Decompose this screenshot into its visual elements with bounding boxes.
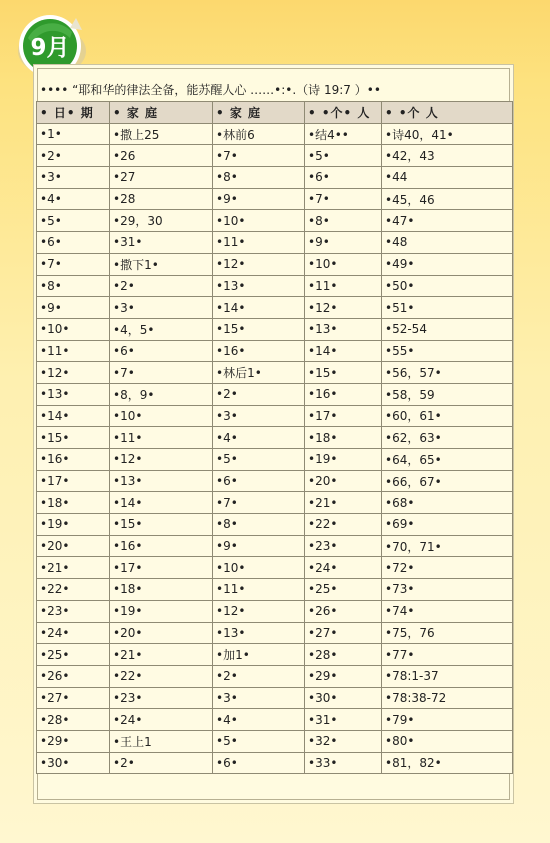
personal-reading-1-cell: •20• <box>305 470 382 492</box>
family-reading-1-cell: •3• <box>110 297 213 319</box>
family-reading-2-cell: •12• <box>213 600 305 622</box>
personal-reading-1-cell: •12• <box>305 297 382 319</box>
personal-reading-1-cell: •29• <box>305 665 382 687</box>
family-reading-1-cell: •7• <box>110 362 213 384</box>
date-cell: •24• <box>37 622 110 644</box>
table-row <box>37 470 513 492</box>
family-reading-1-cell: •29，30 <box>110 210 213 232</box>
table-row <box>37 232 513 254</box>
personal-reading-1-cell: •5• <box>305 145 382 167</box>
family-reading-1-cell: •6• <box>110 340 213 362</box>
reading-schedule-table <box>36 101 513 774</box>
personal-reading-1-cell: •23• <box>305 535 382 557</box>
family-reading-2-cell: •13• <box>213 275 305 297</box>
family-reading-2-cell: •10• <box>213 557 305 579</box>
personal-reading-1-cell: •33• <box>305 752 382 774</box>
family-reading-2-cell: •8• <box>213 514 305 536</box>
personal-reading-1-cell: •24• <box>305 557 382 579</box>
table-row <box>37 600 513 622</box>
family-reading-2-cell: •4• <box>213 427 305 449</box>
date-cell: •3• <box>37 167 110 189</box>
personal-reading-2-cell: •73• <box>382 579 513 601</box>
personal-reading-1-cell: •13• <box>305 318 382 340</box>
header-personal-1: • •个• 人 <box>305 102 382 124</box>
personal-reading-2-cell: •78:1-37 <box>382 665 513 687</box>
family-reading-2-cell: •11• <box>213 232 305 254</box>
table-row <box>37 167 513 189</box>
table-row <box>37 383 513 405</box>
family-reading-2-cell: •林后1• <box>213 362 305 384</box>
date-cell: •10• <box>37 318 110 340</box>
family-reading-1-cell: •4，5• <box>110 318 213 340</box>
family-reading-1-cell: •12• <box>110 449 213 471</box>
date-cell: •15• <box>37 427 110 449</box>
table-row <box>37 362 513 384</box>
table-row <box>37 514 513 536</box>
personal-reading-1-cell: •26• <box>305 600 382 622</box>
personal-reading-1-cell: •10• <box>305 253 382 275</box>
personal-reading-1-cell: •27• <box>305 622 382 644</box>
personal-reading-2-cell: •69• <box>382 514 513 536</box>
date-cell: •8• <box>37 275 110 297</box>
personal-reading-1-cell: •32• <box>305 730 382 752</box>
family-reading-2-cell: •16• <box>213 340 305 362</box>
date-cell: •18• <box>37 492 110 514</box>
date-cell: •28• <box>37 709 110 731</box>
date-cell: •9• <box>37 297 110 319</box>
family-reading-2-cell: •9• <box>213 535 305 557</box>
personal-reading-2-cell: •64，65• <box>382 449 513 471</box>
personal-reading-1-cell: •30• <box>305 687 382 709</box>
personal-reading-2-cell: •72• <box>382 557 513 579</box>
personal-reading-2-cell: •58，59 <box>382 383 513 405</box>
personal-reading-1-cell: •9• <box>305 232 382 254</box>
date-cell: •6• <box>37 232 110 254</box>
personal-reading-2-cell: •诗40，41• <box>382 123 513 145</box>
personal-reading-1-cell: •18• <box>305 427 382 449</box>
personal-reading-1-cell: •17• <box>305 405 382 427</box>
date-cell: •7• <box>37 253 110 275</box>
personal-reading-2-cell: •52-54 <box>382 318 513 340</box>
table-row <box>37 318 513 340</box>
personal-reading-2-cell: •44 <box>382 167 513 189</box>
date-cell: •14• <box>37 405 110 427</box>
table-row <box>37 622 513 644</box>
table-row <box>37 145 513 167</box>
family-reading-1-cell: •14• <box>110 492 213 514</box>
family-reading-2-cell: •3• <box>213 405 305 427</box>
family-reading-2-cell: •4• <box>213 709 305 731</box>
personal-reading-2-cell: •75，76 <box>382 622 513 644</box>
personal-reading-2-cell: •74• <box>382 600 513 622</box>
family-reading-2-cell: •12• <box>213 253 305 275</box>
family-reading-1-cell: •撒上25 <box>110 123 213 145</box>
personal-reading-2-cell: •47• <box>382 210 513 232</box>
family-reading-1-cell: •10• <box>110 405 213 427</box>
family-reading-1-cell: •31• <box>110 232 213 254</box>
personal-reading-1-cell: •14• <box>305 340 382 362</box>
table-row <box>37 449 513 471</box>
header-date: • 日• 期 <box>37 102 110 124</box>
date-cell: •25• <box>37 644 110 666</box>
table-row <box>37 188 513 210</box>
personal-reading-1-cell: •7• <box>305 188 382 210</box>
family-reading-1-cell: •16• <box>110 535 213 557</box>
table-row <box>37 405 513 427</box>
date-cell: •27• <box>37 687 110 709</box>
family-reading-2-cell: •15• <box>213 318 305 340</box>
family-reading-2-cell: •7• <box>213 145 305 167</box>
date-cell: •29• <box>37 730 110 752</box>
table-row <box>37 253 513 275</box>
personal-reading-2-cell: •81，82• <box>382 752 513 774</box>
table-row <box>37 687 513 709</box>
date-cell: •17• <box>37 470 110 492</box>
family-reading-1-cell: •22• <box>110 665 213 687</box>
personal-reading-1-cell: •结4•• <box>305 123 382 145</box>
family-reading-2-cell: •5• <box>213 449 305 471</box>
family-reading-1-cell: •24• <box>110 709 213 731</box>
verse-line: •••• “耶和华的律法全备，能苏醒人心 ……•:•.（诗 19:7 ）•• <box>40 83 381 97</box>
table-row <box>37 427 513 449</box>
personal-reading-2-cell: •80• <box>382 730 513 752</box>
date-cell: •2• <box>37 145 110 167</box>
family-reading-2-cell: •9• <box>213 188 305 210</box>
personal-reading-2-cell: •60，61• <box>382 405 513 427</box>
date-cell: •11• <box>37 340 110 362</box>
personal-reading-1-cell: •11• <box>305 275 382 297</box>
family-reading-2-cell: •10• <box>213 210 305 232</box>
personal-reading-1-cell: •8• <box>305 210 382 232</box>
personal-reading-2-cell: •50• <box>382 275 513 297</box>
date-cell: •16• <box>37 449 110 471</box>
family-reading-2-cell: •13• <box>213 622 305 644</box>
date-cell: •23• <box>37 600 110 622</box>
personal-reading-2-cell: •62，63• <box>382 427 513 449</box>
table-row <box>37 709 513 731</box>
table-row <box>37 579 513 601</box>
personal-reading-1-cell: •16• <box>305 383 382 405</box>
date-cell: •22• <box>37 579 110 601</box>
family-reading-2-cell: •11• <box>213 579 305 601</box>
family-reading-1-cell: •21• <box>110 644 213 666</box>
table-row <box>37 210 513 232</box>
table-row <box>37 535 513 557</box>
table-row <box>37 665 513 687</box>
header-row <box>37 102 513 124</box>
personal-reading-2-cell: •78:38-72 <box>382 687 513 709</box>
personal-reading-2-cell: •51• <box>382 297 513 319</box>
family-reading-1-cell: •27 <box>110 167 213 189</box>
family-reading-1-cell: •26 <box>110 145 213 167</box>
family-reading-1-cell: •8，9• <box>110 383 213 405</box>
family-reading-1-cell: •23• <box>110 687 213 709</box>
family-reading-1-cell: •2• <box>110 275 213 297</box>
family-reading-2-cell: •14• <box>213 297 305 319</box>
date-cell: •26• <box>37 665 110 687</box>
table-row <box>37 644 513 666</box>
family-reading-2-cell: •林前6 <box>213 123 305 145</box>
family-reading-2-cell: •7• <box>213 492 305 514</box>
family-reading-2-cell: •加1• <box>213 644 305 666</box>
header-family-1: • 家 庭 <box>110 102 213 124</box>
table-row <box>37 730 513 752</box>
personal-reading-2-cell: •45，46 <box>382 188 513 210</box>
date-cell: •13• <box>37 383 110 405</box>
personal-reading-2-cell: •79• <box>382 709 513 731</box>
personal-reading-1-cell: •15• <box>305 362 382 384</box>
personal-reading-2-cell: •77• <box>382 644 513 666</box>
date-cell: •4• <box>37 188 110 210</box>
table-row <box>37 340 513 362</box>
personal-reading-2-cell: •66，67• <box>382 470 513 492</box>
family-reading-1-cell: •2• <box>110 752 213 774</box>
month-badge-label: 9月 <box>30 35 70 61</box>
personal-reading-2-cell: •42，43 <box>382 145 513 167</box>
date-cell: •30• <box>37 752 110 774</box>
family-reading-1-cell: •13• <box>110 470 213 492</box>
family-reading-2-cell: •6• <box>213 752 305 774</box>
family-reading-2-cell: •2• <box>213 665 305 687</box>
table-row <box>37 492 513 514</box>
personal-reading-1-cell: •6• <box>305 167 382 189</box>
personal-reading-1-cell: •22• <box>305 514 382 536</box>
personal-reading-2-cell: •49• <box>382 253 513 275</box>
header-family-2: • 家 庭 <box>213 102 305 124</box>
family-reading-1-cell: •撒下1• <box>110 253 213 275</box>
family-reading-2-cell: •6• <box>213 470 305 492</box>
personal-reading-2-cell: •70，71• <box>382 535 513 557</box>
family-reading-1-cell: •28 <box>110 188 213 210</box>
table-row <box>37 275 513 297</box>
family-reading-2-cell: •3• <box>213 687 305 709</box>
personal-reading-1-cell: •31• <box>305 709 382 731</box>
personal-reading-2-cell: •55• <box>382 340 513 362</box>
table-row <box>37 297 513 319</box>
personal-reading-2-cell: •56，57• <box>382 362 513 384</box>
personal-reading-2-cell: •68• <box>382 492 513 514</box>
personal-reading-1-cell: •28• <box>305 644 382 666</box>
family-reading-1-cell: •王上1 <box>110 730 213 752</box>
personal-reading-2-cell: •48 <box>382 232 513 254</box>
table-row <box>37 123 513 145</box>
family-reading-1-cell: •15• <box>110 514 213 536</box>
date-cell: •12• <box>37 362 110 384</box>
personal-reading-1-cell: •21• <box>305 492 382 514</box>
date-cell: •21• <box>37 557 110 579</box>
table-row <box>37 557 513 579</box>
family-reading-2-cell: •2• <box>213 383 305 405</box>
family-reading-1-cell: •19• <box>110 600 213 622</box>
personal-reading-1-cell: •25• <box>305 579 382 601</box>
date-cell: •5• <box>37 210 110 232</box>
date-cell: •1• <box>37 123 110 145</box>
table-row <box>37 752 513 774</box>
family-reading-1-cell: •17• <box>110 557 213 579</box>
date-cell: •20• <box>37 535 110 557</box>
family-reading-1-cell: •18• <box>110 579 213 601</box>
family-reading-1-cell: •20• <box>110 622 213 644</box>
header-personal-2: • •个 人 <box>382 102 513 124</box>
family-reading-2-cell: •5• <box>213 730 305 752</box>
date-cell: •19• <box>37 514 110 536</box>
family-reading-1-cell: •11• <box>110 427 213 449</box>
personal-reading-1-cell: •19• <box>305 449 382 471</box>
family-reading-2-cell: •8• <box>213 167 305 189</box>
